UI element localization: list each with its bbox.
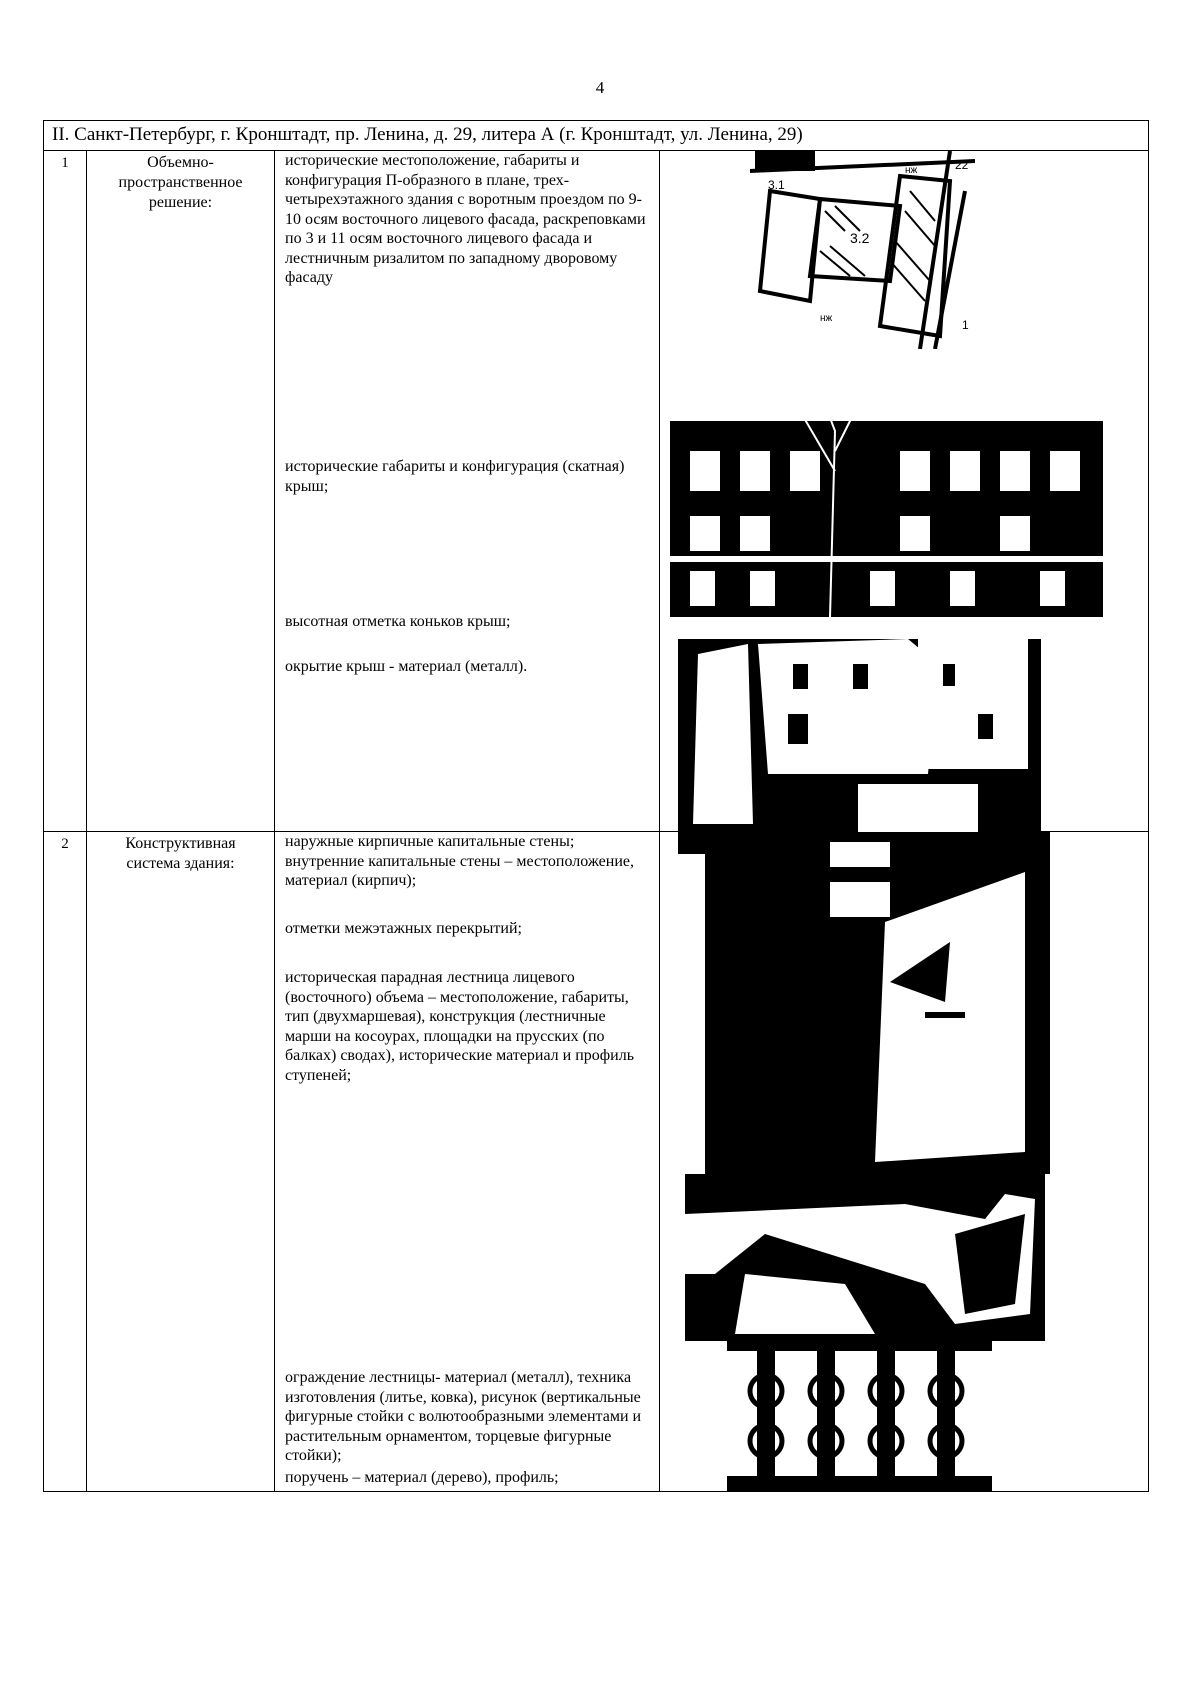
description-item: историческая парадная лестница лицевого (восточного) объема – местоположение, габариты, тип (двухмаршевая), конструкция (лестничные марши на косоурах, площадки на прусских (по балках) сводах), исторические материал и профиль ступеней; xyxy=(285,969,634,1084)
map-label: 3.1 xyxy=(768,178,785,192)
description-item: окрытие крыш - материал (металл). xyxy=(285,658,528,675)
row-description xyxy=(275,151,660,832)
staircase-photo xyxy=(705,832,1050,1174)
table-header-row xyxy=(44,121,1149,151)
map-label: 3.2 xyxy=(850,230,870,246)
category-line: пространственное xyxy=(118,174,243,191)
map-label: нж xyxy=(820,313,833,324)
description-item: наружные кирпичные капитальные стены; внутренние капитальные стены – местоположение, материал (кирпич); xyxy=(285,833,634,889)
map-label: 1 xyxy=(962,318,969,332)
description-item: исторические габариты и конфигурация (скатная) крыш; xyxy=(285,458,625,495)
site-plan-map xyxy=(750,151,975,349)
table-row xyxy=(44,151,1149,832)
row-category xyxy=(87,151,275,832)
section-title: II. Санкт-Петербург, г. Кронштадт, пр. Ленина, д. 29, литера А (г. Кронштадт, ул. Ленина, 29) xyxy=(44,121,1149,151)
row-number: 2 xyxy=(44,832,87,1492)
row-images xyxy=(660,151,1149,832)
map-label: 22 xyxy=(955,158,969,172)
heritage-table xyxy=(43,120,1149,1492)
facade-photo xyxy=(670,391,1103,617)
category-line: решение: xyxy=(148,194,213,211)
description-item: ограждение лестницы- материал (металл), техника изготовления (литье, ковка), рисунок (вертикальные фигурные стойки с волютообразными элементами и растительным орнаментом, торцевые фигурные стойки); xyxy=(285,1369,642,1464)
category-line: система здания: xyxy=(126,855,235,872)
description-item: высотная отметка коньков крыш; xyxy=(285,613,511,630)
description-item: поручень – материал (дерево), профиль; xyxy=(285,1469,559,1486)
row-description xyxy=(275,832,660,1492)
description-item: отметки межэтажных перекрытий; xyxy=(285,920,522,937)
map-label: нж xyxy=(905,165,918,176)
category-line: Конструктивная xyxy=(125,835,236,852)
row-images xyxy=(660,832,1149,1492)
page-number: 4 xyxy=(595,78,605,97)
stair-landing-photo xyxy=(685,1174,1045,1341)
description-item: исторические местоположение, габариты и конфигурация П-образного в плане, трех-четырехэтажного здания с воротным проездом по 9-10 осям восточного лицевого фасада, раскреповками по 3 и 11 осям восточного лицевого фасада и лестничным ризалитом по западному дворовому фасаду xyxy=(285,152,646,286)
table-row xyxy=(44,832,1149,1492)
category-line: Объемно- xyxy=(147,154,214,171)
row-number: 1 xyxy=(44,151,87,832)
courtyard-photo xyxy=(678,624,1041,854)
railing-photo xyxy=(727,1341,992,1491)
row-category xyxy=(87,832,275,1492)
